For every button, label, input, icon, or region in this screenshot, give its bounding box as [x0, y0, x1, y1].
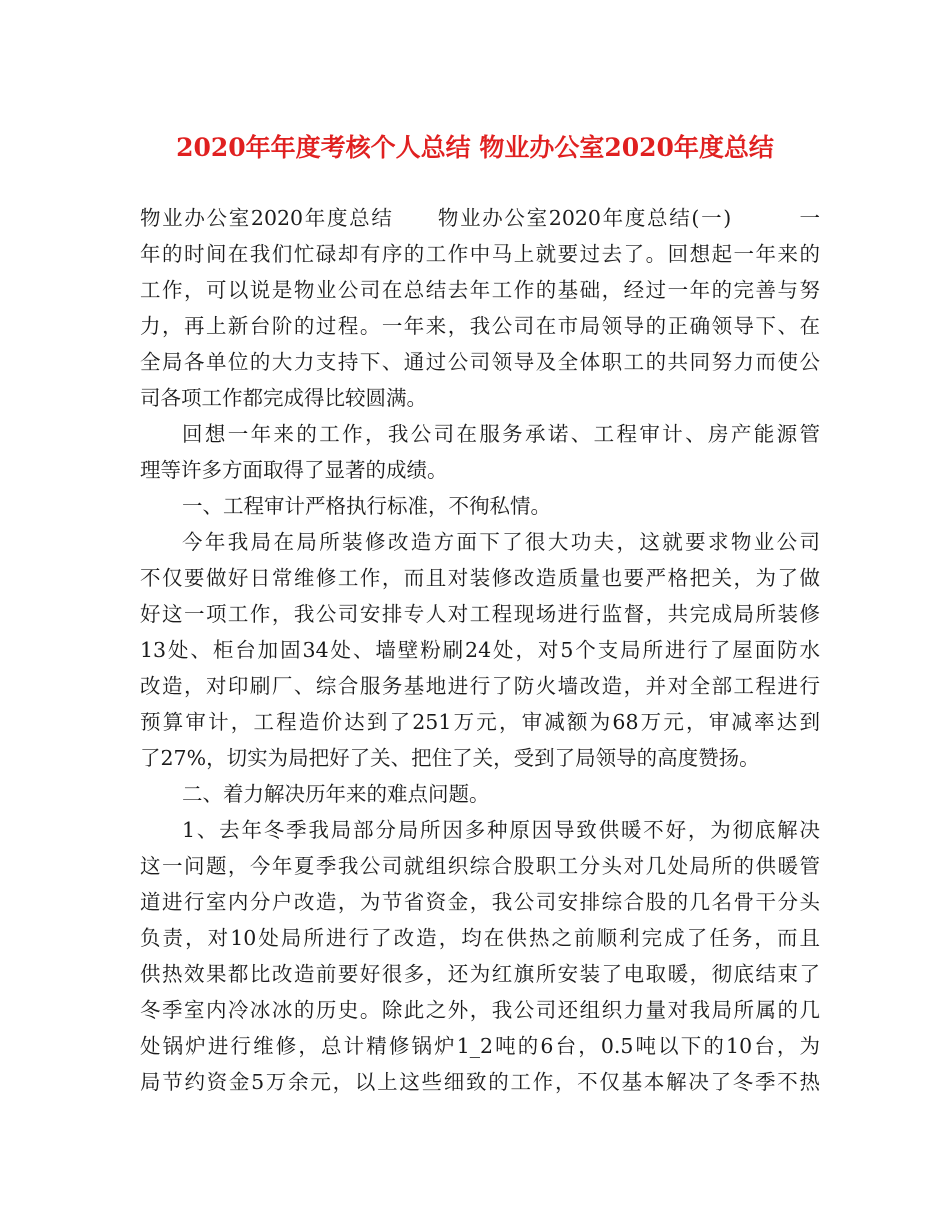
text-line: 好这一项工作，我公司安排专人对工程现场进行监督，共完成局所装修 [140, 602, 820, 626]
text-line: 理等许多方面取得了显著的成绩。 [140, 458, 448, 482]
text-line: 道进行室内分户改造，为节省资金，我公司安排综合股的几名骨干分头 [140, 890, 820, 914]
text-line: 回想一年来的工作，我公司在服务承诺、工程审计、房产能源管 [182, 422, 820, 446]
text-line: 预算审计，工程造价达到了251万元，审减额为68万元，审减率达到 [140, 710, 820, 734]
text-line: 二、着力解决历年来的难点问题。 [182, 782, 490, 806]
text-line: 不仅要做好日常维修工作，而且对装修改造质量也要严格把关，为了做 [140, 566, 820, 590]
text-line: 负责，对10处局所进行了改造，均在供热之前顺利完成了任务，而且 [140, 926, 820, 950]
text-line: 了27%，切实为局把好了关、把住了关，受到了局领导的高度赞扬。 [140, 746, 760, 770]
text-line: 物业办公室2020年度总结 物业办公室2020年度总结(一) 一 [140, 206, 820, 230]
text-line: 这一问题，今年夏季我公司就组织综合股职工分头对几处局所的供暖管 [140, 854, 820, 878]
text-line: 今年我局在局所装修改造方面下了很大功夫，这就要求物业公司 [182, 530, 820, 554]
text-line: 冬季室内冷冰冰的历史。除此之外，我公司还组织力量对我局所属的几 [140, 998, 820, 1022]
text-line: 全局各单位的大力支持下、通过公司领导及全体职工的共同努力而使公 [140, 350, 820, 374]
text-line: 13处、柜台加固34处、墙壁粉刷24处，对5个支局所进行了屋面防水 [140, 638, 820, 662]
text-line: 司各项工作都完成得比较圆满。 [140, 386, 427, 410]
text-line: 局节约资金5万余元，以上这些细致的工作，不仅基本解决了冬季不热 [140, 1070, 820, 1094]
text-line: 工作，可以说是物业公司在总结去年工作的基础，经过一年的完善与努 [140, 278, 820, 302]
text-line: 改造，对印刷厂、综合服务基地进行了防火墙改造，并对全部工程进行 [140, 674, 820, 698]
text-line: 处锅炉进行维修，总计精修锅炉1_2吨的6台，0.5吨以下的10台，为 [140, 1034, 820, 1058]
text-line: 供热效果都比改造前要好很多，还为红旗所安装了电取暖，彻底结束了 [140, 962, 820, 986]
text-line: 力，再上新台阶的过程。一年来，我公司在市局领导的正确领导下、在 [140, 314, 820, 338]
text-line: 年的时间在我们忙碌却有序的工作中马上就要过去了。回想起一年来的 [140, 242, 820, 266]
document-title: 2020年年度考核个人总结 物业办公室2020年度总结 [176, 133, 774, 162]
text-line: 1、去年冬季我局部分局所因多种原因导致供暖不好，为彻底解决 [182, 818, 820, 842]
document-body [140, 200, 820, 1100]
text-line: 一、工程审计严格执行标准，不徇私情。 [182, 494, 551, 518]
